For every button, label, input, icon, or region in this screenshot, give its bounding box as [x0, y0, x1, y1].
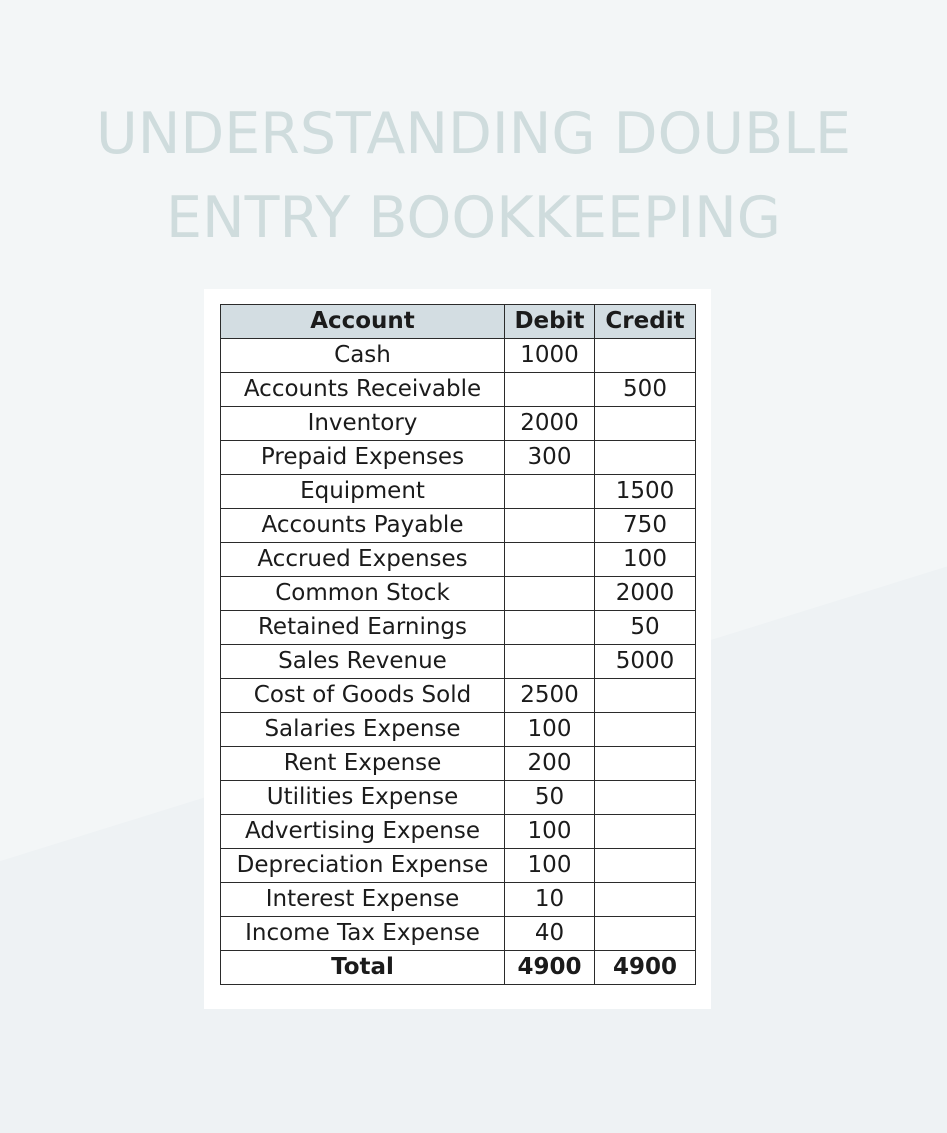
total-label: Total	[221, 951, 505, 985]
credit-cell	[595, 883, 696, 917]
column-header-account: Account	[221, 305, 505, 339]
account-cell: Inventory	[221, 407, 505, 441]
debit-cell: 40	[505, 917, 595, 951]
account-cell: Advertising Expense	[221, 815, 505, 849]
total-debit: 4900	[505, 951, 595, 985]
debit-cell	[505, 475, 595, 509]
debit-cell: 1000	[505, 339, 595, 373]
credit-cell	[595, 815, 696, 849]
credit-cell	[595, 407, 696, 441]
credit-cell: 2000	[595, 577, 696, 611]
account-cell: Cost of Goods Sold	[221, 679, 505, 713]
debit-cell: 100	[505, 849, 595, 883]
debit-cell	[505, 611, 595, 645]
debit-cell: 100	[505, 815, 595, 849]
credit-cell	[595, 781, 696, 815]
account-cell: Utilities Expense	[221, 781, 505, 815]
debit-cell: 50	[505, 781, 595, 815]
debit-cell	[505, 577, 595, 611]
account-cell: Interest Expense	[221, 883, 505, 917]
total-row	[221, 951, 696, 985]
account-cell: Retained Earnings	[221, 611, 505, 645]
table-row	[221, 339, 696, 373]
debit-cell: 2500	[505, 679, 595, 713]
table-row	[221, 441, 696, 475]
debit-cell	[505, 543, 595, 577]
ledger-table	[220, 304, 696, 985]
account-cell: Sales Revenue	[221, 645, 505, 679]
table-row	[221, 713, 696, 747]
table-row	[221, 509, 696, 543]
debit-cell: 2000	[505, 407, 595, 441]
total-credit: 4900	[595, 951, 696, 985]
column-header-credit: Credit	[595, 305, 696, 339]
debit-cell	[505, 645, 595, 679]
account-cell: Prepaid Expenses	[221, 441, 505, 475]
credit-cell: 100	[595, 543, 696, 577]
column-header-debit: Debit	[505, 305, 595, 339]
account-cell: Accounts Receivable	[221, 373, 505, 407]
table-row	[221, 543, 696, 577]
account-cell: Depreciation Expense	[221, 849, 505, 883]
credit-cell: 750	[595, 509, 696, 543]
table-row	[221, 849, 696, 883]
page-title-line-1: UNDERSTANDING DOUBLE	[95, 101, 852, 167]
account-cell: Rent Expense	[221, 747, 505, 781]
page-title	[0, 92, 947, 260]
credit-cell: 1500	[595, 475, 696, 509]
account-cell: Income Tax Expense	[221, 917, 505, 951]
account-cell: Common Stock	[221, 577, 505, 611]
table-row	[221, 373, 696, 407]
table-row	[221, 781, 696, 815]
table-row	[221, 883, 696, 917]
debit-cell: 10	[505, 883, 595, 917]
credit-cell	[595, 917, 696, 951]
table-row	[221, 407, 696, 441]
credit-cell: 5000	[595, 645, 696, 679]
credit-cell: 50	[595, 611, 696, 645]
credit-cell: 500	[595, 373, 696, 407]
credit-cell	[595, 713, 696, 747]
table-row	[221, 917, 696, 951]
account-cell: Cash	[221, 339, 505, 373]
table-row	[221, 679, 696, 713]
debit-cell: 300	[505, 441, 595, 475]
debit-cell	[505, 373, 595, 407]
table-row	[221, 815, 696, 849]
credit-cell	[595, 441, 696, 475]
debit-cell: 200	[505, 747, 595, 781]
table-row	[221, 475, 696, 509]
page-title-line-2: ENTRY BOOKKEEPING	[166, 185, 781, 251]
debit-cell	[505, 509, 595, 543]
debit-cell: 100	[505, 713, 595, 747]
table-row	[221, 577, 696, 611]
account-cell: Equipment	[221, 475, 505, 509]
table-header-row	[221, 305, 696, 339]
table-row	[221, 611, 696, 645]
account-cell: Accrued Expenses	[221, 543, 505, 577]
account-cell: Salaries Expense	[221, 713, 505, 747]
credit-cell	[595, 679, 696, 713]
credit-cell	[595, 339, 696, 373]
credit-cell	[595, 849, 696, 883]
table-row	[221, 645, 696, 679]
credit-cell	[595, 747, 696, 781]
account-cell: Accounts Payable	[221, 509, 505, 543]
ledger-body	[221, 339, 696, 985]
table-row	[221, 747, 696, 781]
